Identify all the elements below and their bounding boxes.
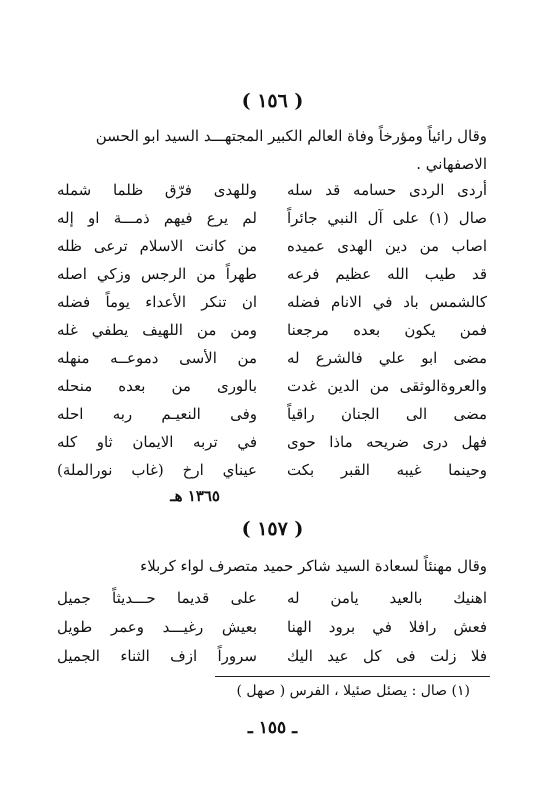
verse-first-hemistich: فلا زلت فى كل عيد اليك [287, 647, 487, 665]
verse-second-hemistich: طهراً من الرجس وزكي اصله [57, 265, 257, 283]
verse-line [57, 642, 487, 670]
verse-second-hemistich: ومن من اللهيف يطفي غله [57, 321, 257, 339]
verse-line [57, 428, 487, 456]
verse-line [57, 316, 487, 344]
verse-second-hemistich: ان تنكر الأعداء يوماً فضله [57, 293, 257, 311]
verse-second-hemistich: من كانت الاسلام ترعى ظله [57, 237, 257, 255]
verse-line [57, 400, 487, 428]
poem-number-156: ( ١٥٦ ) [241, 90, 304, 112]
verse-first-hemistich: فهل درى ضريحه ماذا حوى [287, 433, 487, 451]
verse-first-hemistich: فمن يكون بعده مرجعنا [287, 321, 487, 339]
verse-first-hemistich: فعش رافلا في برود الهنا [287, 618, 487, 636]
verse-first-hemistich: والعروةالوثقى من الدين غدت [287, 377, 487, 395]
verse-line [57, 613, 487, 641]
footnote-divider [215, 676, 490, 677]
poem-date: ١٣٦٥ هـ [170, 487, 220, 505]
verse-second-hemistich: من الأسى دموعــه منهله [57, 349, 257, 367]
page-number: ـ ١٥٥ ـ [247, 718, 298, 738]
verse-first-hemistich: مضى ابو علي فالشرع له [287, 349, 487, 367]
verse-second-hemistich: وفى النعيـم ربه احله [57, 405, 257, 423]
verse-line [57, 456, 487, 484]
verse-first-hemistich: مضى الى الجنان راقياً [287, 405, 487, 423]
verse-second-hemistich: سروراً ازف الثناء الجميل [57, 647, 257, 665]
verse-first-hemistich: قد طيب الله عظيم فرعه [287, 265, 487, 283]
verse-second-hemistich: بالورى من بعده منحله [57, 377, 257, 395]
poem-number-157: ( ١٥٧ ) [241, 518, 304, 540]
verse-second-hemistich: بعيش رغيـــد وعمر طويل [57, 618, 257, 636]
verse-first-hemistich: صال (١) على آل النبي جائراً [287, 209, 487, 227]
verse-second-hemistich: وللهدى فرّق ظلما شمله [57, 181, 257, 199]
verse-line [57, 584, 487, 612]
verse-line [57, 260, 487, 288]
verse-second-hemistich: على قديما حـــديثاً جميل [57, 589, 257, 607]
verse-second-hemistich: عيناي ارخ (غاب نورالملة) [57, 461, 257, 479]
verse-line [57, 288, 487, 316]
verse-line [57, 204, 487, 232]
verse-first-hemistich: اهنيك بالعيد يامن له [287, 589, 487, 607]
poem-intro-157: وقال مهنئاً لسعادة السيد شاكر حميد متصرف لواء كربلاء [140, 557, 487, 575]
verse-first-hemistich: أردى الردى حسامه قد سله [287, 181, 487, 199]
verse-second-hemistich: لم يرع فيهم ذمـــة او إله [57, 209, 257, 227]
verse-first-hemistich: وحينما غيبه القبر بكت [287, 461, 487, 479]
verse-line [57, 232, 487, 260]
verse-line [57, 344, 487, 372]
verse-line [57, 176, 487, 204]
verse-first-hemistich: اصاب من دين الهدى عميده [287, 237, 487, 255]
poem-intro-156: وقال رائياً ومؤرخاً وفاة العالم الكبير المجتهـــد السيد ابو الحسن الاصفهاني . [95, 127, 487, 173]
verse-line [57, 372, 487, 400]
verse-second-hemistich: في تربه الايمان ثاو كله [57, 433, 257, 451]
verse-first-hemistich: كالشمس باد في الانام فضله [287, 293, 487, 311]
footnote: (١) صال : يصئل صئيلا ، الفرس ( صهل ) [236, 683, 470, 699]
